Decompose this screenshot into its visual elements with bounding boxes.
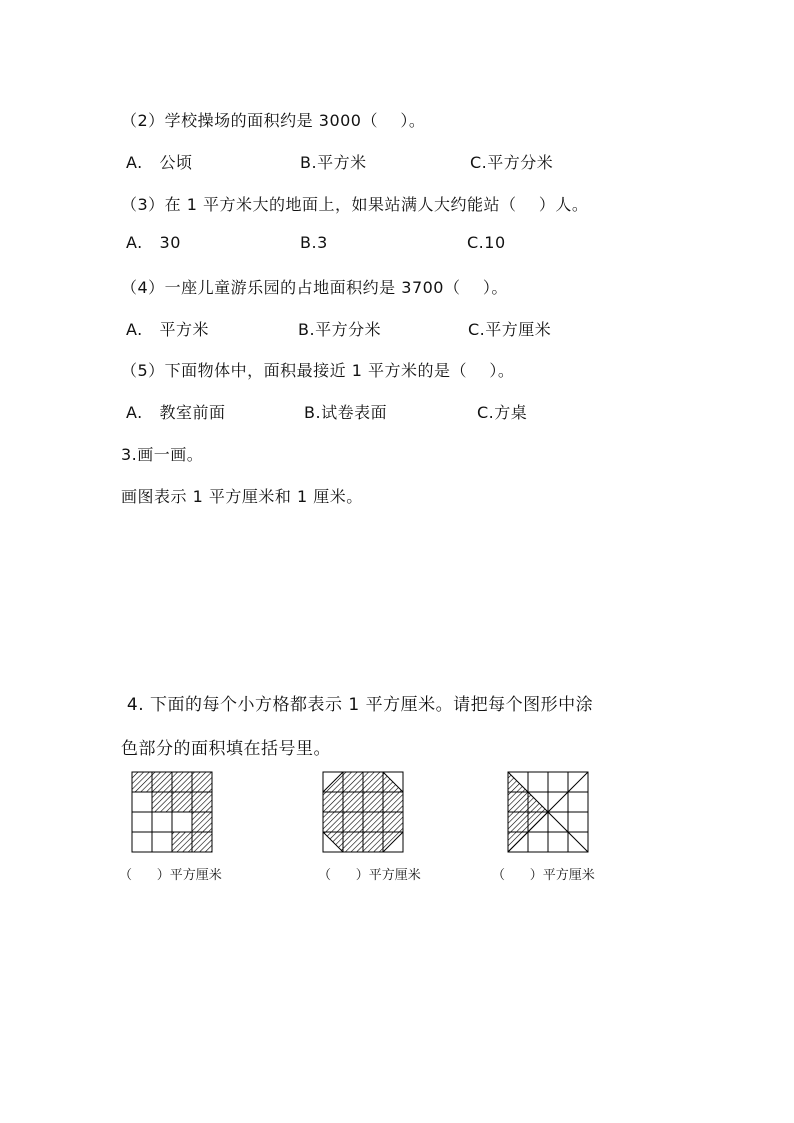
section-4-line-2: 色部分的面积填在括号里。 [121,739,331,759]
figure-3-caption: （ ）平方厘米 [492,868,595,883]
question-2-option-c: C.平方分米 [470,153,554,172]
question-3-option-c: C.10 [467,233,506,252]
figure-2-caption: （ ）平方厘米 [318,868,421,883]
figure-3-grid [506,770,590,854]
section-3-instruction: 画图表示 1 平方厘米和 1 厘米。 [121,487,363,506]
question-4-option-c: C.平方厘米 [468,320,552,339]
question-4-option-b: B.平方分米 [298,320,382,339]
question-2-option-b: B.平方米 [300,153,367,172]
question-4-option-a: A. 平方米 [126,320,210,339]
section-4-line-1: 4. 下面的每个小方格都表示 1 平方厘米。请把每个图形中涂 [121,695,594,715]
section-3-title: 3.画一画。 [121,445,204,464]
figure-2-grid [321,770,405,854]
question-5-option-b: B.试卷表面 [304,403,388,422]
question-2-stem: （2）学校操场的面积约是 3000（ ）。 [121,111,426,130]
figure-1-grid [130,770,214,854]
question-5-stem: （5）下面物体中，面积最接近 1 平方米的是（ ）。 [121,361,515,380]
question-2-option-a: A. 公顷 [126,153,193,172]
question-4-stem: （4）一座儿童游乐园的占地面积约是 3700（ ）。 [121,278,508,297]
question-5-option-a: A. 教室前面 [126,403,226,422]
question-5-option-c: C.方桌 [477,403,528,422]
question-3-option-b: B.3 [300,233,328,252]
question-3-stem: （3）在 1 平方米大的地面上，如果站满人大约能站（ ）人。 [121,195,589,214]
figure-1-caption: （ ）平方厘米 [119,868,222,883]
question-3-option-a: A. 30 [126,233,181,252]
